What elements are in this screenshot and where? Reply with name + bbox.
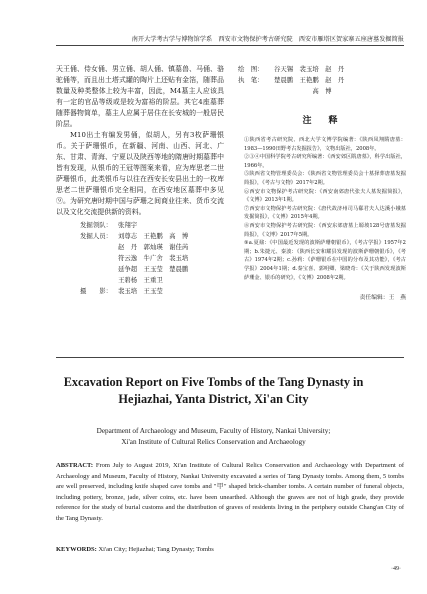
credit-row: [56, 275, 224, 286]
credit-row: [56, 231, 224, 242]
footnote: ①陕西省考古研究院、西北大学文博学院编著：《陕西凤翔隋唐墓：1983—1990田野考古发掘报告》，文物出版社，2008年。: [244, 137, 406, 152]
footnote: ⑤陕西省文物管理委员会：《陕西省文物管理委员会十墓择葬唐墓发掘简报》，《考古与文物》2017年2期。: [244, 171, 406, 186]
affiliation-line-2: Xi'an Institute of Cultural Relics Conservation and Archaeology: [121, 438, 306, 446]
credit-names: 谷天锡 裴玉培 赵 丹: [274, 65, 345, 73]
credit-row: [56, 286, 224, 297]
notes-heading: 注 释: [302, 116, 342, 126]
credit-label: [56, 253, 118, 264]
credit-names: 张翔宇: [118, 221, 138, 229]
footnote: ⑧西安市文物保护考古研究院：《西安东郊唐墓上塬坡128号唐墓发掘简报》，《文博》2017年5期。: [244, 222, 406, 238]
credit-names: 王碧杨 王重卫: [118, 276, 163, 284]
running-head: 南开大学考古学与博物馆学系 西安市文物保护考古研究院 西安市雁塔区贺家寨五座唐墓发掘简报: [131, 36, 404, 43]
credit-row: [56, 264, 224, 275]
page-number: ·49·: [391, 566, 401, 572]
credit-row: [238, 75, 406, 86]
credit-names: 刘尊志 王艳鹏 高 博: [118, 232, 189, 240]
credit-label: 发掘人员：: [80, 232, 112, 240]
credit-row: [238, 64, 406, 75]
footnote: ②③④中国科学院考古研究所编著：《西安郊区隋唐墓》，科学出版社，1966年。: [244, 154, 406, 169]
credit-label: [238, 86, 274, 97]
credit-row: [238, 86, 406, 97]
credit-names: 裴玉培 王玉莹: [118, 287, 163, 295]
credit-row: [56, 220, 224, 231]
english-affiliation: [40, 426, 387, 448]
right-column: [238, 64, 406, 301]
credit-label: 绘 图：: [238, 65, 264, 73]
left-column: [56, 64, 224, 297]
abstract-label: ABSTRACT:: [56, 462, 94, 469]
body-paragraph-2: M10出土有编发男俑，似胡人，另有3枚萨珊银币。关于萨珊银币，在新疆、河南、山西、河北、广东、甘肃、青海、宁夏以及陕西等地的隋唐时期墓葬中皆有发现，从银币的王冠等图案来看，应为库思老二世萨珊银币，此类银币与以往在西安长安县出土的一枚库思老二世萨珊银币完全相同，在西安地区墓葬中多见⑨。为研究唐时期中国与萨珊之间商业往来、货币交流以及文化交流提供新的资料。: [56, 131, 224, 216]
credit-row: [56, 242, 224, 253]
credit-label: 摄 影：: [80, 287, 112, 295]
footnote: ⑥西安市文物保护考古研究院：《西安南郊唐代张夫人墓发掘简报》，《文博》2013年1期。: [244, 188, 406, 204]
abstract-text: From July to August 2019, Xi'an Institute of Cultural Relics Conservation and Archaeology with Department of Archaeology and Museum, Faculty of History, Nankai University excavated a series of Tang Dynasty tombs. Among them, 5 tombs are well preserved, including knife shaped cave tombs and "甲" shaped brick-chamber tombs. A certain number of funeral objects, including pottery, bronze, jade, silver coins, etc. have been unearthed. Although the graves are not of high grade, they provide reference for the study of burial customs and the distribution of graves of residents living in the periphery outside Chang'an City of the Tang Dynasty.: [56, 462, 404, 522]
english-title: Excavation Report on Five Tombs of the Tang Dynasty in Hejiazhai, Yanta District, Xi'an City: [63, 375, 364, 406]
english-abstract: [56, 461, 404, 525]
credit-label: [56, 275, 118, 286]
credit-names: 赵 丹 郭灿瑛 谢佳芮: [118, 243, 189, 251]
credit-names: 延争超 王玉莹 楚晨鹏: [118, 265, 189, 273]
responsible-editor: 责任编辑：王 燕: [359, 295, 406, 302]
credit-label: 发掘领队：: [80, 221, 112, 229]
credit-label: [56, 264, 118, 275]
header-rule: [56, 45, 404, 46]
keywords-label: KEYWORDS:: [56, 546, 97, 553]
english-keywords: [56, 545, 404, 556]
credit-label: [56, 242, 118, 253]
credits-block: [56, 220, 224, 297]
footnote: ⑦西安市文物保护考古研究院：《唐代故济州司马郗君夫人达溪小娥墓发掘简报》，《文博》2015年4期。: [244, 205, 406, 221]
affiliation-line-1: Department of Archaeology and Museum, Faculty of History, Nankai University;: [96, 427, 331, 435]
credit-names: 楚晨鹏 王艳鹏 赵 丹: [274, 76, 345, 84]
credit-names: 符云逸 牛广舍 裴玉培: [118, 254, 189, 262]
footnote: ⑨a.夏鼐：《中国最近发现的波斯萨珊朝银币》，《考古学报》1957年2期；b.朱捷元、秦波：《陕西长安和耀县发现的波斯萨珊朝银币》，《考古》1974年2期；c.孙莉：《萨珊银币在中国的分布及其功能》，《考古学报》2004年1期；d.秦宝喜、郭明卿、梁晓奇：《关于陕西发现波斯萨珊金、银币的研究》，《文博》2008年2期。: [244, 240, 406, 281]
section-divider: [56, 357, 404, 358]
credit-label: 执 笔：: [238, 76, 264, 84]
keywords-text: Xi'an City; Hejiazhai; Tang Dynasty; Tombs: [96, 546, 214, 553]
credit-names: 高 博: [274, 87, 332, 95]
body-paragraph-1: 天王俑、侍女俑、男立俑、胡人俑、镇墓兽、马俑、骆驼俑等，而且出土塔式罐的陶片上还贴有金箔，随葬品数量及种类整体上较为丰富，因此，M4墓主人应该具有一定的官品等级或是较为富裕的阶层。其它4座墓葬随葬器物简单，墓主人应属于居住在长安城的一般居民阶层。: [56, 65, 224, 128]
credit-row: [56, 253, 224, 264]
